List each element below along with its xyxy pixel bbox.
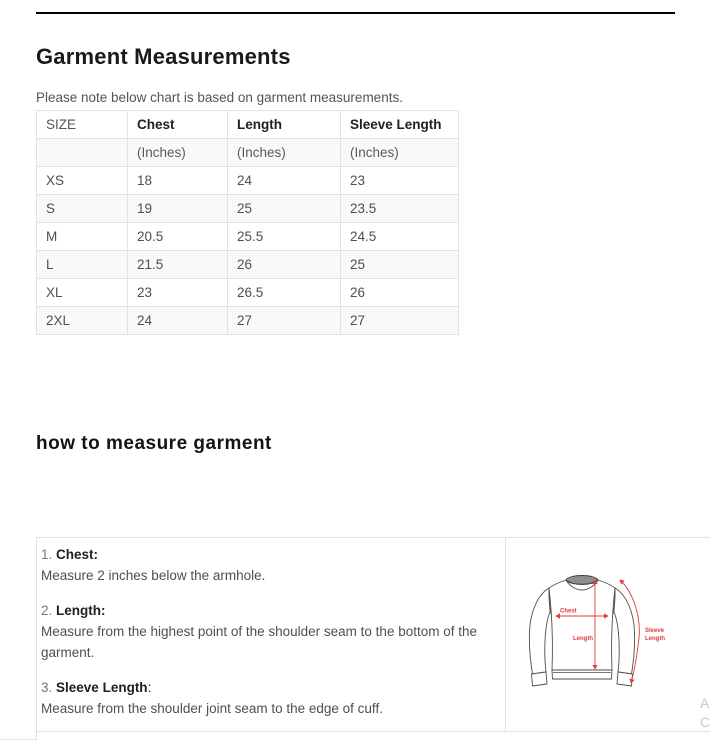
table-cell: 18 xyxy=(128,167,228,195)
instructions-column xyxy=(37,538,506,731)
instruction-text: Measure 2 inches below the armhole. xyxy=(41,568,266,583)
instruction-number: 1. xyxy=(41,547,53,562)
instruction-label: 2. Length: xyxy=(41,603,106,618)
table-cell: XS xyxy=(37,167,128,195)
length-label: Length xyxy=(573,636,593,642)
column-header-sleeve-length: Sleeve Length xyxy=(341,111,459,139)
table-row xyxy=(37,167,459,195)
sleeve-label-line1: Sleeve xyxy=(645,628,665,634)
table-cell: 21.5 xyxy=(128,251,228,279)
table-cell: (Inches) xyxy=(128,139,228,167)
table-cell: 26.5 xyxy=(228,279,341,307)
chest-label: Chest xyxy=(560,608,577,615)
sweatshirt-illustration xyxy=(529,576,634,687)
table-units-row xyxy=(37,139,459,167)
page-title: Garment Measurements xyxy=(36,44,291,69)
collar xyxy=(566,576,598,585)
table-cell: 24 xyxy=(128,307,228,335)
table-cell: 25 xyxy=(341,251,459,279)
table-cell: 24.5 xyxy=(341,223,459,251)
table-cell: (Inches) xyxy=(228,139,341,167)
instruction-number: 2. xyxy=(41,603,53,618)
table-row xyxy=(37,195,459,223)
size-chart-table xyxy=(36,110,459,335)
table-cell: 25.5 xyxy=(228,223,341,251)
how-to-measure-title: how to measure garment xyxy=(36,433,272,454)
table-cell: (Inches) xyxy=(341,139,459,167)
table-cell: 19 xyxy=(128,195,228,223)
table-cell: 27 xyxy=(228,307,341,335)
chart-note-text: Please note below chart is based on garment measurements. xyxy=(36,90,403,105)
clipped-text-fragment: C xyxy=(700,714,710,730)
hem-band xyxy=(552,670,612,679)
instruction-text: Measure from the shoulder joint seam to the edge of cuff. xyxy=(41,701,383,716)
right-cuff xyxy=(617,672,633,686)
instruction-item xyxy=(41,545,493,586)
instruction-label: 3. Sleeve Length: xyxy=(41,680,152,695)
clipped-text-fragment: A xyxy=(700,695,710,711)
table-cell: XL xyxy=(37,279,128,307)
instruction-number: 3. xyxy=(41,680,53,695)
instruction-item xyxy=(41,601,493,663)
bottom-left-divider xyxy=(0,739,37,740)
table-row xyxy=(37,307,459,335)
instruction-text: Measure from the highest point of the shoulder seam to the bottom of the garment. xyxy=(41,624,478,660)
table-row xyxy=(37,279,459,307)
sleeve-label-line2: Length xyxy=(645,636,665,642)
table-cell: 23 xyxy=(128,279,228,307)
table-cell xyxy=(37,139,128,167)
column-header-chest: Chest xyxy=(128,111,228,139)
table-row xyxy=(37,251,459,279)
table-cell: L xyxy=(37,251,128,279)
table-cell: M xyxy=(37,223,128,251)
top-divider xyxy=(36,12,675,14)
garment-measure-diagram xyxy=(520,572,672,698)
table-header-row xyxy=(37,111,459,139)
instruction-item xyxy=(41,678,493,719)
clipped-edge-text xyxy=(700,694,710,732)
table-cell: 25 xyxy=(228,195,341,223)
table-row xyxy=(37,223,459,251)
column-header-length: Length xyxy=(228,111,341,139)
table-cell: 23 xyxy=(341,167,459,195)
table-cell: 23.5 xyxy=(341,195,459,223)
table-cell: 2XL xyxy=(37,307,128,335)
table-cell: 20.5 xyxy=(128,223,228,251)
column-header-size: SIZE xyxy=(37,111,128,139)
table-cell: S xyxy=(37,195,128,223)
table-cell: 27 xyxy=(341,307,459,335)
instruction-label: 1. Chest: xyxy=(41,547,99,562)
table-cell: 26 xyxy=(341,279,459,307)
left-cuff xyxy=(532,672,548,686)
table-cell: 26 xyxy=(228,251,341,279)
table-cell: 24 xyxy=(228,167,341,195)
